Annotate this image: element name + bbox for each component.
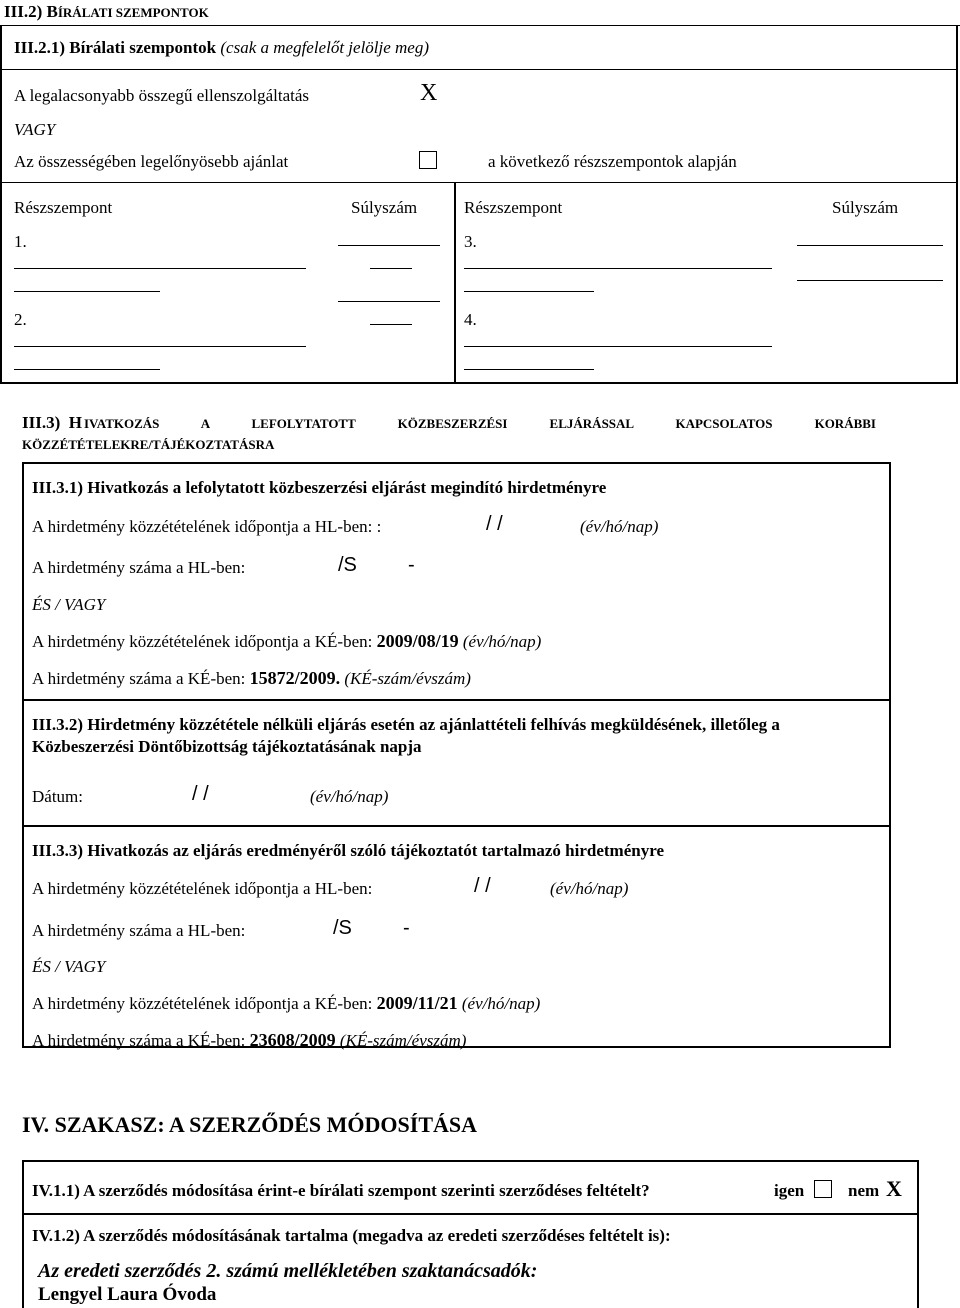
criterion-3-line[interactable] bbox=[464, 268, 772, 269]
date-label: Dátum: bbox=[32, 787, 83, 806]
criterion-header-left: Részszempont bbox=[14, 198, 113, 217]
weight-4-line[interactable] bbox=[797, 280, 943, 281]
date-format: (év/hó/nap) bbox=[310, 787, 389, 806]
result-ke-date-row: A hirdetmény közzétételének időpontja a KÉ-ben: 2009/11/21 (év/hó/nap) bbox=[32, 993, 541, 1013]
or-label: VAGY bbox=[14, 120, 56, 139]
criterion-1-number: 1. bbox=[14, 232, 27, 251]
criterion-3-line-2[interactable] bbox=[464, 291, 594, 292]
criterion-2-line-2[interactable] bbox=[14, 369, 160, 370]
result-and-or-label: ÉS / VAGY bbox=[32, 957, 106, 976]
ke-number-row: A hirdetmény száma a KÉ-ben: 15872/2009. (KÉ-szám/évszám) bbox=[32, 668, 471, 688]
hl-date-label: A hirdetmény közzétételének időpontja a HL-ben: : bbox=[32, 517, 382, 536]
modification-content-line1: Az eredeti szerződés 2. számú mellékletében szaktanácsadók: bbox=[38, 1260, 538, 1282]
best-value-checkbox[interactable] bbox=[419, 151, 437, 169]
result-notice-title: III.3.3) Hivatkozás az eljárás eredményéről szóló tájékoztatót tartalmazó hirdetményre bbox=[32, 841, 664, 860]
weight-2-line-2[interactable] bbox=[370, 324, 412, 325]
and-or-label: ÉS / VAGY bbox=[32, 595, 106, 614]
date-value[interactable]: / / bbox=[192, 783, 209, 805]
weight-3-line[interactable] bbox=[797, 245, 943, 246]
result-hl-date-label: A hirdetmény közzétételének időpontja a HL-ben: bbox=[32, 879, 373, 898]
criterion-2-line[interactable] bbox=[14, 346, 306, 347]
yes-checkbox[interactable] bbox=[814, 1180, 832, 1198]
criterion-1-line-2[interactable] bbox=[14, 291, 160, 292]
yes-label: igen bbox=[774, 1181, 805, 1200]
best-value-option: Az összességében legelőnyösebb ajánlat bbox=[14, 152, 289, 171]
section-heading-3-2: III.2) BÍRÁLATI SZEMPONTOK bbox=[4, 2, 209, 21]
hl-number-s[interactable]: /S bbox=[338, 554, 357, 576]
result-hl-date-value[interactable]: / / bbox=[474, 875, 491, 897]
weight-header-right: Súlyszám bbox=[832, 198, 899, 217]
ke-date-row: A hirdetmény közzétételének időpontja a KÉ-ben: 2009/08/19 (év/hó/nap) bbox=[32, 631, 542, 651]
result-hl-number-label: A hirdetmény száma a HL-ben: bbox=[32, 921, 246, 940]
best-value-suffix: a következő részszempontok alapján bbox=[488, 152, 737, 171]
criteria-subheading: III.2.1) Bírálati szempontok (csak a megfelelőt jelölje meg) bbox=[14, 38, 430, 57]
criterion-4-number: 4. bbox=[464, 310, 477, 329]
criterion-3-number: 3. bbox=[464, 232, 477, 251]
criterion-header-right: Részszempont bbox=[464, 198, 563, 217]
no-mark[interactable]: X bbox=[886, 1176, 902, 1201]
weight-2-line[interactable] bbox=[338, 301, 440, 302]
no-label: nem bbox=[848, 1181, 880, 1200]
result-hl-number-dash[interactable]: - bbox=[403, 917, 410, 939]
result-ke-number-row: A hirdetmény száma a KÉ-ben: 23608/2009 (KÉ-szám/évszám) bbox=[32, 1030, 467, 1050]
criterion-2-number: 2. bbox=[14, 310, 27, 329]
hl-date-value[interactable]: / / bbox=[486, 513, 503, 535]
section-heading-4: IV. SZAKASZ: A SZERZŐDÉS MÓDOSÍTÁSA bbox=[22, 1112, 478, 1137]
modification-content-line2: Lengyel Laura Óvoda bbox=[38, 1284, 217, 1305]
weight-1-line-2[interactable] bbox=[370, 268, 412, 269]
criterion-4-line[interactable] bbox=[464, 346, 772, 347]
hl-number-label: A hirdetmény száma a HL-ben: bbox=[32, 558, 246, 577]
criterion-1-line[interactable] bbox=[14, 268, 306, 269]
modification-question: IV.1.1) A szerződés módosítása érint-e bírálati szempont szerinti szerződéses feltételt? bbox=[32, 1181, 650, 1200]
section-heading-3-3: III.3) H IVATKOZÁS A LEFOLYTATOTT KÖZBESZERZÉSI ELJÁRÁSSAL KAPCSOLATOS KORÁBBI KÖZZÉTÉTELEKRE/TÁJÉKOZTATÁSRA bbox=[22, 413, 876, 452]
criterion-4-line-2[interactable] bbox=[464, 369, 594, 370]
result-hl-number-s[interactable]: /S bbox=[333, 917, 352, 939]
no-notice-title-line2: Közbeszerzési Döntőbizottság tájékoztatásának napja bbox=[32, 737, 422, 756]
modification-content-title: IV.1.2) A szerződés módosításának tartalma (megadva az eredeti szerződéses feltételt is): bbox=[32, 1226, 671, 1245]
weight-header-left: Súlyszám bbox=[351, 198, 418, 217]
result-hl-date-format: (év/hó/nap) bbox=[550, 879, 629, 898]
column-divider bbox=[454, 183, 456, 382]
hl-date-format: (év/hó/nap) bbox=[580, 517, 659, 536]
no-notice-title-line1: III.3.2) Hirdetmény közzététele nélküli eljárás esetén az ajánlattételi felhívás megküldésének, illetőleg a bbox=[32, 715, 780, 734]
initiating-notice-title: III.3.1) Hivatkozás a lefolytatott közbeszerzési eljárást megindító hirdetményre bbox=[32, 478, 607, 497]
lowest-price-mark[interactable]: X bbox=[420, 80, 438, 106]
hl-number-dash[interactable]: - bbox=[408, 554, 415, 576]
weight-1-line[interactable] bbox=[338, 245, 440, 246]
lowest-price-option: A legalacsonyabb összegű ellenszolgáltatás bbox=[14, 86, 310, 105]
